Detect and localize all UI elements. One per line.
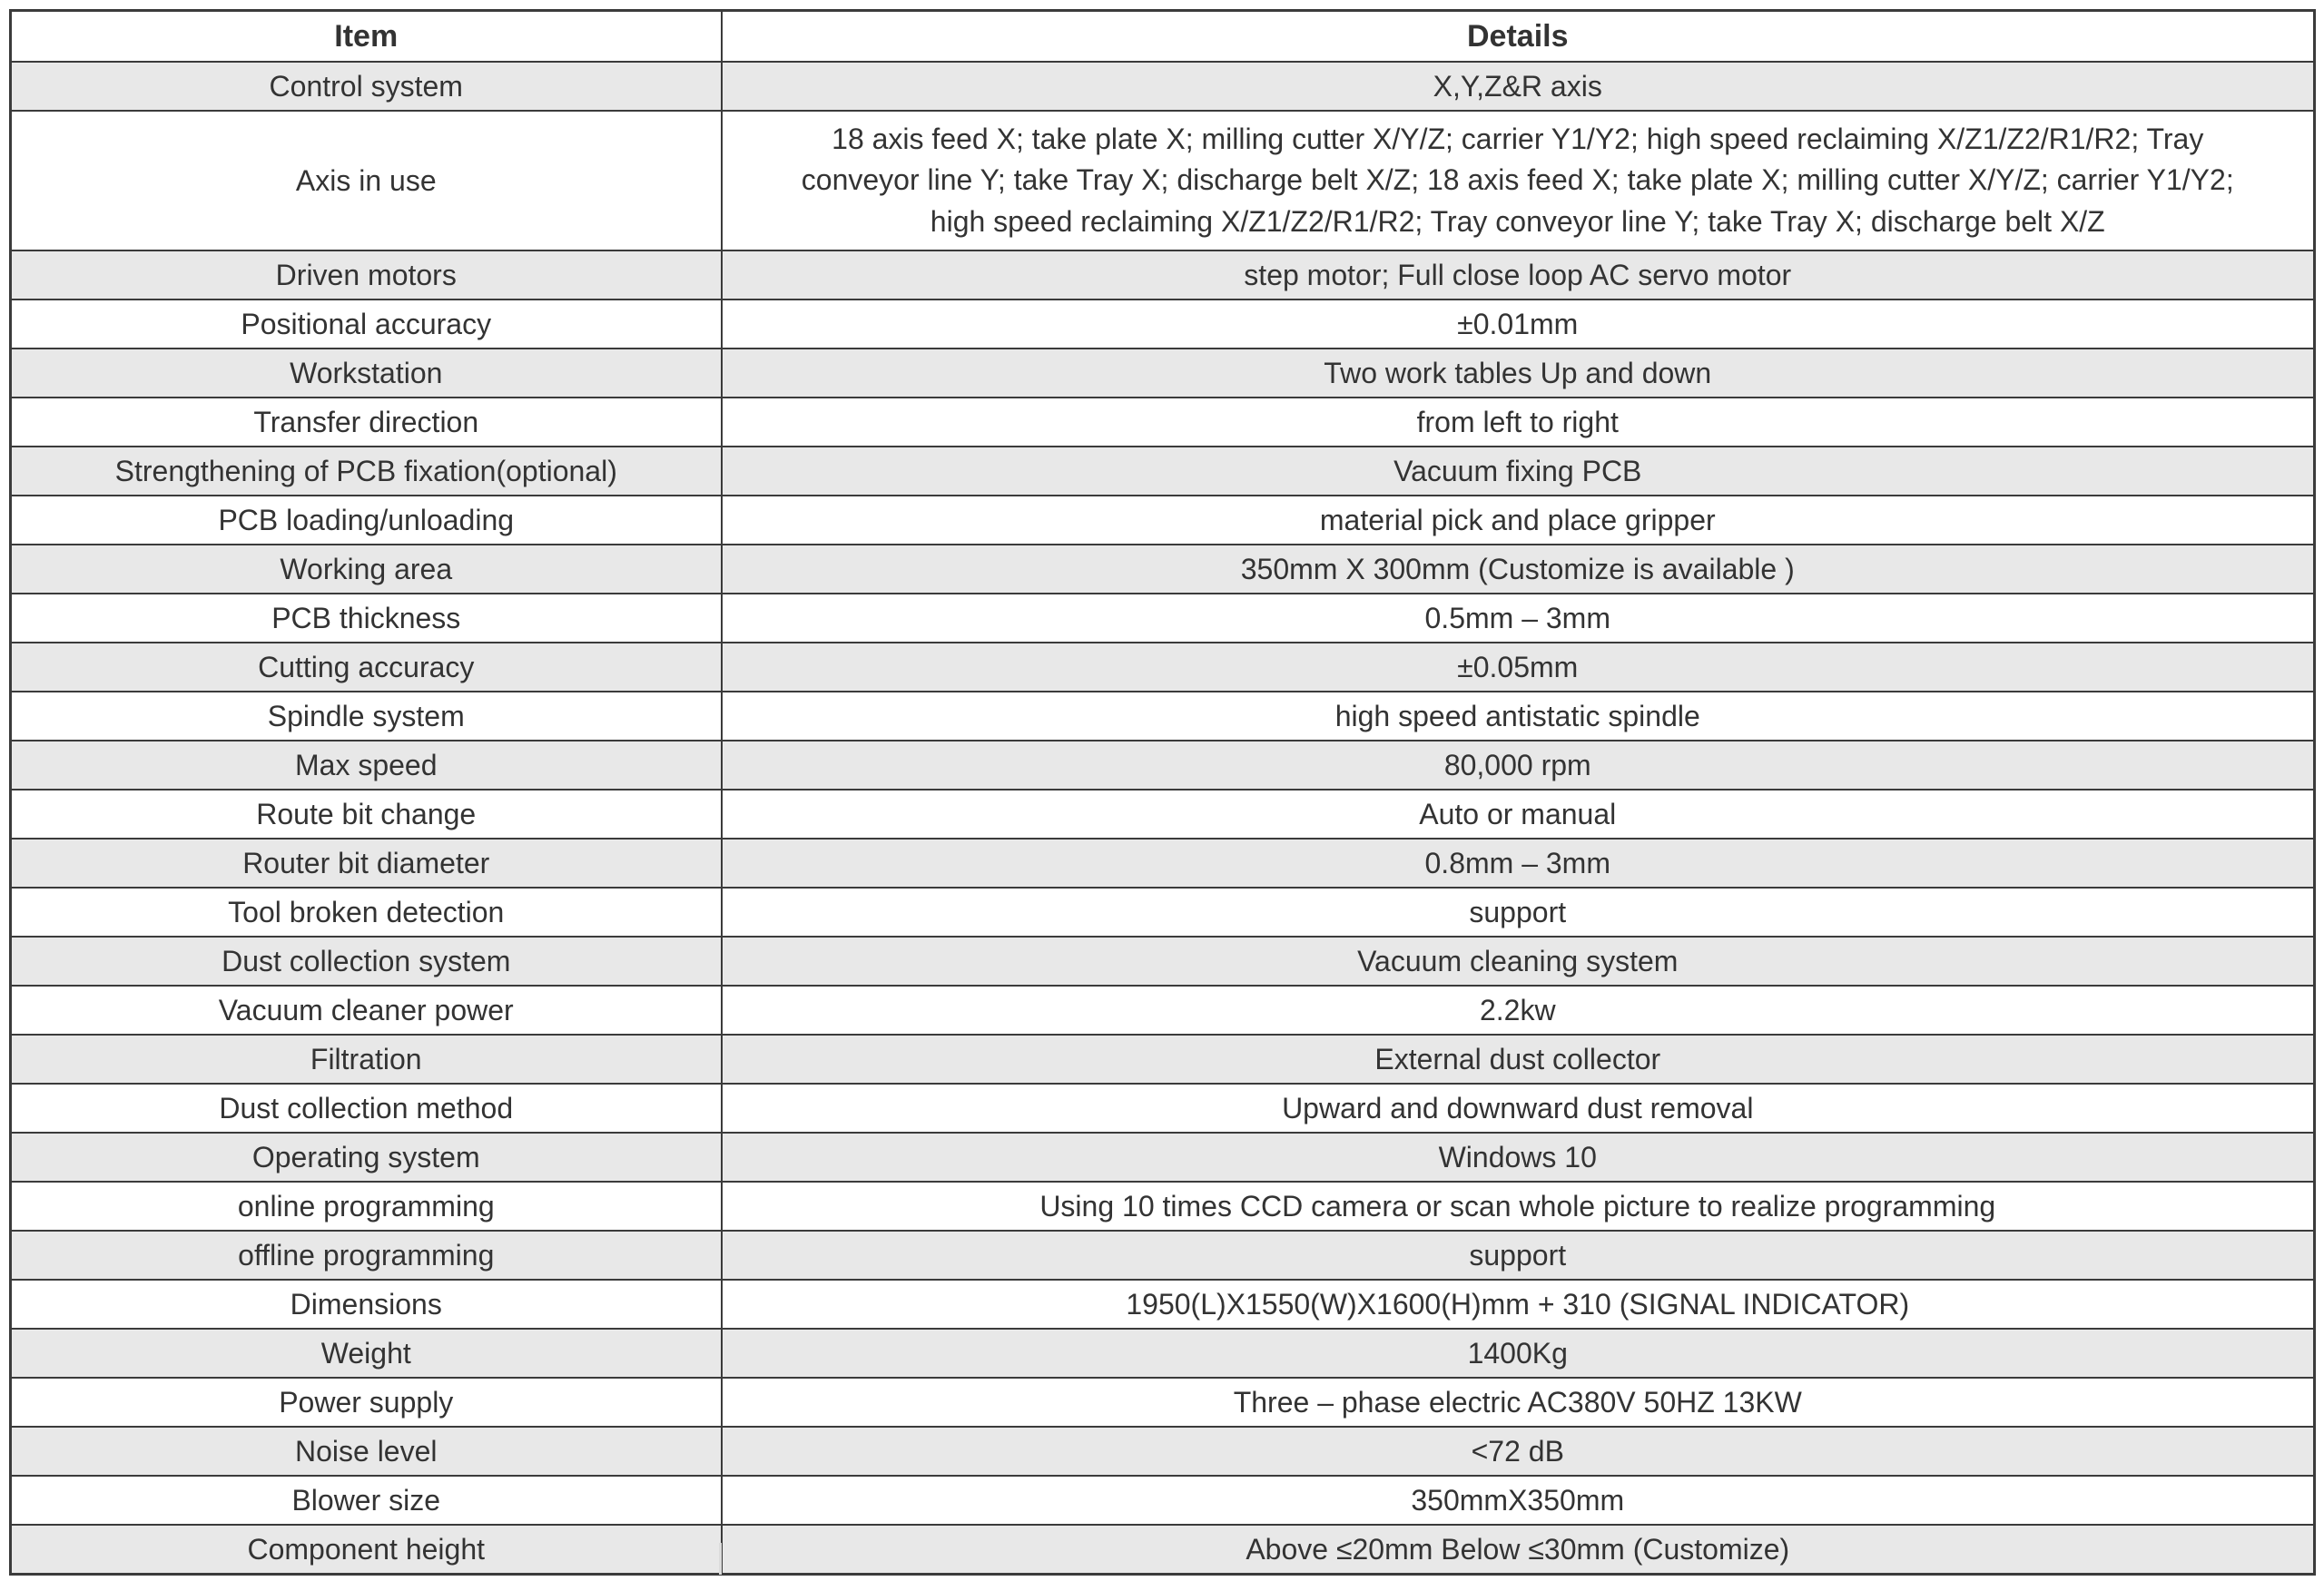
- details-cell: 18 axis feed X; take plate X; milling cutter X/Y/Z; carrier Y1/Y2; high speed reclaiming X/Z1/Z2/R1/R2; Tray conveyor line Y; take Tray X; discharge belt X/Z; 18 axis feed X; take plate X; milling cutter X/Y/Z; carrier Y1/Y2; high speed reclaiming X/Z1/Z2/R1/R2; Tray conveyor line Y; take Tray X; discharge belt X/Z: [722, 111, 2315, 250]
- item-cell: PCB loading/unloading: [11, 496, 722, 545]
- details-cell: Three – phase electric AC380V 50HZ 13KW: [722, 1378, 2315, 1427]
- details-cell: Upward and downward dust removal: [722, 1084, 2315, 1133]
- item-cell: online programming: [11, 1182, 722, 1231]
- details-cell: 2.2kw: [722, 986, 2315, 1035]
- details-cell: high speed antistatic spindle: [722, 692, 2315, 741]
- details-cell: from left to right: [722, 398, 2315, 447]
- item-cell: Driven motors: [11, 250, 722, 300]
- table-row: [11, 349, 2315, 398]
- item-cell: Noise level: [11, 1427, 722, 1476]
- details-cell: 0.8mm – 3mm: [722, 839, 2315, 888]
- table-row: [11, 250, 2315, 300]
- header-row: [11, 11, 2315, 63]
- details-cell: 0.5mm – 3mm: [722, 594, 2315, 643]
- table-row: [11, 643, 2315, 692]
- column-header-item: Item: [11, 11, 722, 63]
- item-cell: Workstation: [11, 349, 722, 398]
- table-row: [11, 1525, 2315, 1575]
- table-row: [11, 545, 2315, 594]
- table-row: [11, 594, 2315, 643]
- table-row: [11, 888, 2315, 937]
- details-cell: support: [722, 888, 2315, 937]
- details-cell: Using 10 times CCD camera or scan whole picture to realize programming: [722, 1182, 2315, 1231]
- table-row: [11, 741, 2315, 790]
- item-cell: Vacuum cleaner power: [11, 986, 722, 1035]
- table-row: [11, 986, 2315, 1035]
- item-cell: Control system: [11, 62, 722, 111]
- table-row: [11, 1133, 2315, 1182]
- details-cell: Windows 10: [722, 1133, 2315, 1182]
- item-cell: Strengthening of PCB fixation(optional): [11, 447, 722, 496]
- item-cell: Dust collection method: [11, 1084, 722, 1133]
- table-row: [11, 692, 2315, 741]
- details-cell: material pick and place gripper: [722, 496, 2315, 545]
- table-row: [11, 937, 2315, 986]
- table-row: [11, 1231, 2315, 1280]
- item-cell: Working area: [11, 545, 722, 594]
- table-row: [11, 790, 2315, 839]
- table-row: [11, 1427, 2315, 1476]
- details-cell: <72 dB: [722, 1427, 2315, 1476]
- table-row: [11, 1182, 2315, 1231]
- item-cell: Dust collection system: [11, 937, 722, 986]
- details-cell: ±0.01mm: [722, 300, 2315, 349]
- item-cell: Router bit diameter: [11, 839, 722, 888]
- details-cell: step motor; Full close loop AC servo motor: [722, 250, 2315, 300]
- table-row: [11, 300, 2315, 349]
- item-cell: offline programming: [11, 1231, 722, 1280]
- details-cell: 1950(L)X1550(W)X1600(H)mm + 310 (SIGNAL INDICATOR): [722, 1280, 2315, 1329]
- item-cell: PCB thickness: [11, 594, 722, 643]
- item-cell: Transfer direction: [11, 398, 722, 447]
- details-cell: Auto or manual: [722, 790, 2315, 839]
- item-cell: Spindle system: [11, 692, 722, 741]
- table-row: [11, 111, 2315, 250]
- table-row: [11, 447, 2315, 496]
- item-cell: Power supply: [11, 1378, 722, 1427]
- details-cell: 1400Kg: [722, 1329, 2315, 1378]
- table-row: [11, 839, 2315, 888]
- item-cell: Component height: [11, 1525, 722, 1575]
- table-row: [11, 398, 2315, 447]
- item-cell: Weight: [11, 1329, 722, 1378]
- item-cell: Route bit change: [11, 790, 722, 839]
- item-cell: Blower size: [11, 1476, 722, 1525]
- table-row: [11, 1378, 2315, 1427]
- details-cell: 350mm X 300mm (Customize is available ): [722, 545, 2315, 594]
- table-row: [11, 496, 2315, 545]
- details-cell: 350mmX350mm: [722, 1476, 2315, 1525]
- details-cell: Above ≤20mm Below ≤30mm (Customize): [722, 1525, 2315, 1575]
- details-cell: Vacuum fixing PCB: [722, 447, 2315, 496]
- column-divider-stub: [719, 1543, 722, 1575]
- item-cell: Operating system: [11, 1133, 722, 1182]
- column-header-details: Details: [722, 11, 2315, 63]
- table-row: [11, 1280, 2315, 1329]
- item-cell: Cutting accuracy: [11, 643, 722, 692]
- details-cell: External dust collector: [722, 1035, 2315, 1084]
- item-cell: Axis in use: [11, 111, 722, 250]
- details-cell: X,Y,Z&R axis: [722, 62, 2315, 111]
- details-cell: 80,000 rpm: [722, 741, 2315, 790]
- item-cell: Positional accuracy: [11, 300, 722, 349]
- item-cell: Dimensions: [11, 1280, 722, 1329]
- specification-table: [9, 9, 2316, 1576]
- item-cell: Filtration: [11, 1035, 722, 1084]
- item-cell: Tool broken detection: [11, 888, 722, 937]
- table-row: [11, 1035, 2315, 1084]
- details-cell: support: [722, 1231, 2315, 1280]
- table-row: [11, 1476, 2315, 1525]
- table-row: [11, 1329, 2315, 1378]
- item-cell: Max speed: [11, 741, 722, 790]
- details-cell: Two work tables Up and down: [722, 349, 2315, 398]
- details-cell: Vacuum cleaning system: [722, 937, 2315, 986]
- table-row: [11, 62, 2315, 111]
- table-row: [11, 1084, 2315, 1133]
- details-cell: ±0.05mm: [722, 643, 2315, 692]
